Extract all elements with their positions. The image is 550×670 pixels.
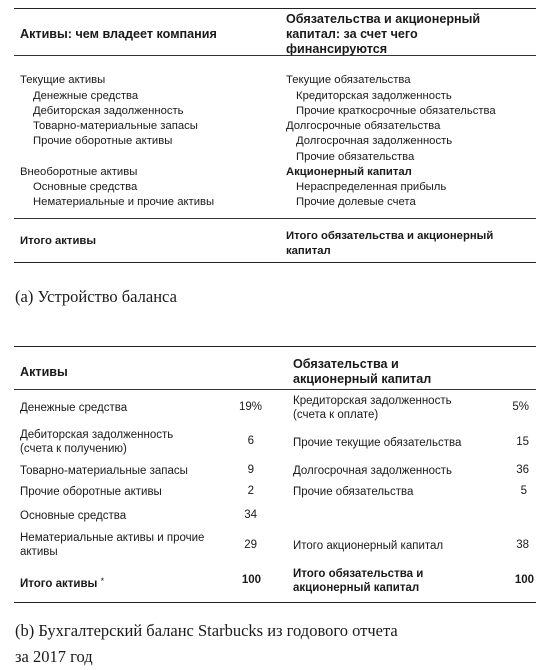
long-term-debt-row-label: Долгосрочная задолженность xyxy=(293,465,452,477)
payables-row-label: Кредиторская задолженность (счета к оплате) xyxy=(293,395,452,421)
table-b-header-rule xyxy=(14,389,536,390)
other-current-assets-row-value: 2 xyxy=(247,485,254,497)
table-a-top-rule xyxy=(14,8,536,9)
total-assets-label: Итого активы xyxy=(20,235,97,247)
other-short-term-liabilities-label: Прочие краткосрочные обязательства xyxy=(296,105,496,117)
cash-row-label: Денежные средства xyxy=(20,402,128,414)
other-current-liabilities-row-value: 15 xyxy=(516,436,529,448)
inventory-label: Товарно-материальные запасы xyxy=(33,120,198,132)
other-current-assets-row-label: Прочие оборотные активы xyxy=(20,486,162,498)
table-b-bottom-rule xyxy=(14,602,536,603)
payables-label: Кредиторская задолженность xyxy=(296,90,452,102)
intangible-assets-label: Нематериальные и прочие активы xyxy=(33,196,215,208)
footnote-mark: * xyxy=(100,576,105,586)
intangible-assets-row-label: Нематериальные активы и прочие активы xyxy=(20,532,205,558)
liabilities-equity-header-b: Обязательства и акционерный капитал xyxy=(293,357,432,386)
noncurrent-assets-label: Внеоборотные активы xyxy=(20,166,138,178)
assets-header: Активы: чем владеет компания xyxy=(20,27,217,41)
receivables-label: Дебиторская задолженность xyxy=(33,105,184,117)
total-liabilities-equity-label: Итого обязательства и акционерный капитал xyxy=(286,230,494,257)
cash-label: Денежные средства xyxy=(33,90,139,102)
other-liabilities-row-label: Прочие обязательства xyxy=(293,486,414,498)
fixed-assets-row-label: Основные средства xyxy=(20,510,127,522)
total-equity-row-value: 38 xyxy=(516,539,529,551)
other-equity-accounts-label: Прочие долевые счета xyxy=(296,196,416,208)
intangible-assets-row-value: 29 xyxy=(244,539,257,551)
table-a-header-rule xyxy=(14,55,536,56)
other-current-liabilities-row-label: Прочие текущие обязательства xyxy=(293,437,462,449)
fixed-assets-label: Основные средства xyxy=(33,181,138,193)
cash-row-value: 19% xyxy=(238,401,262,413)
other-liabilities-row-value: 5 xyxy=(520,485,527,497)
long-term-debt-label: Долгосрочная задолженность xyxy=(296,135,453,147)
fixed-assets-row-value: 34 xyxy=(244,509,257,521)
table-b-top-rule xyxy=(14,346,536,347)
long-term-liabilities-label: Долгосрочные обязательства xyxy=(286,120,441,132)
total-assets-row-value: 100 xyxy=(241,574,261,586)
table-a-total-rule xyxy=(14,218,536,219)
retained-earnings-label: Нераспределенная прибыль xyxy=(296,181,447,193)
figure-b-caption: (b) Бухгалтерский баланс Starbucks из годового отчета за 2017 год xyxy=(15,621,398,666)
figure-a-caption: (а) Устройство баланса xyxy=(15,287,177,306)
other-current-assets-label: Прочие оборотные активы xyxy=(33,135,173,147)
inventory-row-label: Товарно-материальные запасы xyxy=(20,465,188,477)
total-liabilities-equity-row-value: 100 xyxy=(514,574,534,586)
long-term-debt-row-value: 36 xyxy=(516,464,529,476)
equity-label: Акционерный капитал xyxy=(286,166,412,178)
total-equity-row-label: Итого акционерный капитал xyxy=(293,540,444,552)
current-liabilities-label: Текущие обязательства xyxy=(286,74,411,86)
table-a-bottom-rule xyxy=(14,262,536,263)
other-liabilities-label: Прочие обязательства xyxy=(296,151,415,163)
liabilities-equity-header: Обязательства и акционерный капитал: за счет чего финансируются xyxy=(286,12,481,56)
receivables-row-label: Дебиторская задолженность (счета к получению) xyxy=(20,429,174,455)
total-assets-row-label: Итого активы * xyxy=(20,576,105,590)
assets-header-b: Активы xyxy=(20,365,68,379)
receivables-row-value: 6 xyxy=(247,435,254,447)
total-liabilities-equity-row-label: Итого обязательства и акционерный капитал xyxy=(293,568,424,594)
payables-row-value: 5% xyxy=(512,401,529,413)
current-assets-label: Текущие активы xyxy=(20,74,106,86)
inventory-row-value: 9 xyxy=(247,464,254,476)
